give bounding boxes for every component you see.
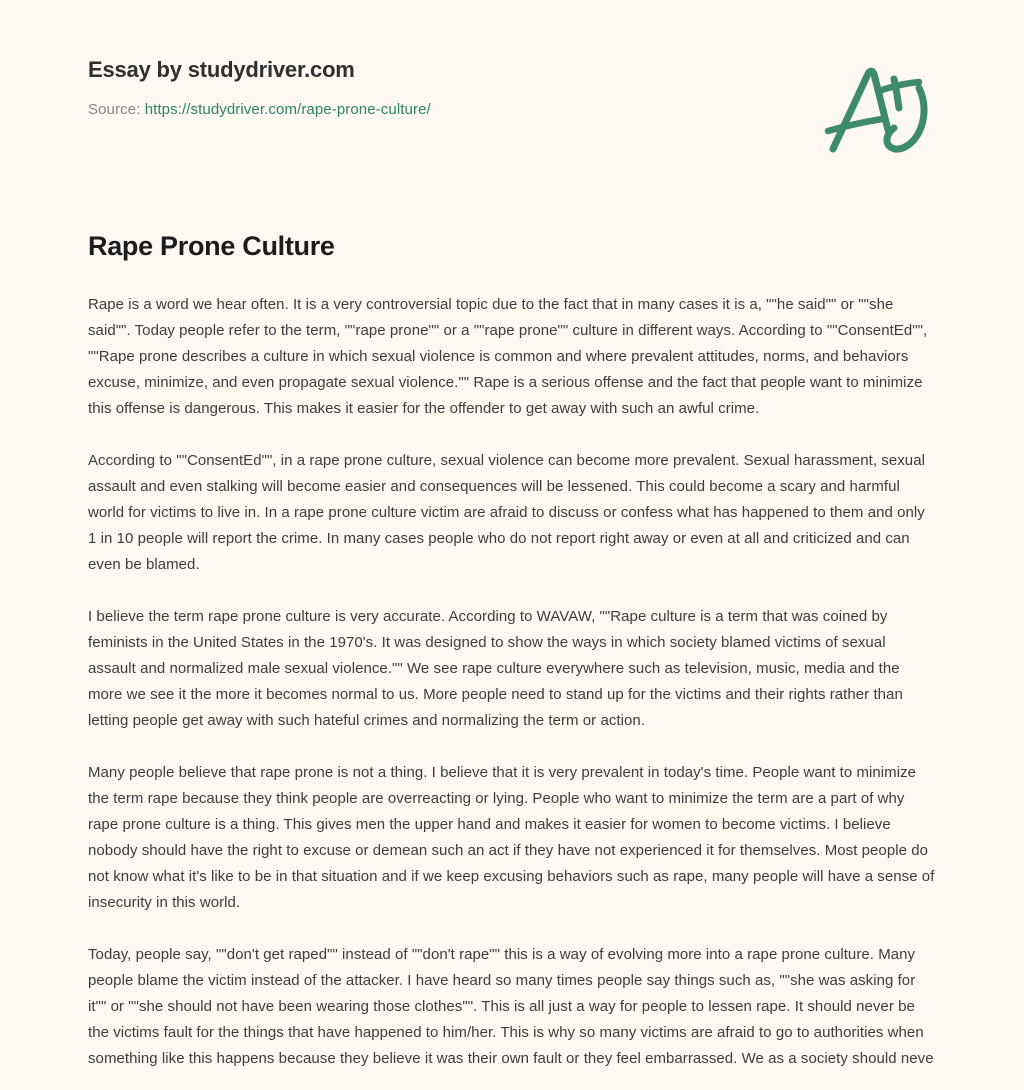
paragraph: Many people believe that rape prone is not a thing. I believe that it is very prevalent in today's time. People want to minimize the term rape because they think people are overreacting or lying. People who want to minimize the term are a part of why rape prone culture is a thing. This gives men the upper hand and makes it easier for women to become victims. I believe nobody should have the right to excuse or demean such an act if they have not experienced it for themselves. Most people do not know what it's like to be in that situation and if we keep excusing behaviors such as rape, many people will have a sense of insecurity in this world. <box>88 763 935 911</box>
paragraph: I believe the term rape prone culture is very accurate. According to WAVAW, ""Rape culture is a term that was coined by feminists in the United States in the 1970's. It was designed to show the ways in which society blamed victims of sexual assault and normalized male sexual violence."" We see rape culture everywhere such as television, music, media and the more we see it the more it becomes normal to us. More people need to stand up for the victims and their rights rather than letting people get away with such hateful crimes and normalizing the term or action. <box>88 607 903 729</box>
source-line <box>88 100 936 120</box>
source-label: Source: <box>88 101 141 119</box>
page-header <box>88 0 936 120</box>
brand-title: Essay by studydriver.com <box>88 57 355 82</box>
a-plus-logo-icon <box>816 52 936 162</box>
paragraph: Today, people say, ""don't get raped"" instead of ""don't rape"" this is a way of evolving more into a rape prone culture. Many people blame the victim instead of the attacker. I have heard so many times people say things such as, ""she was asking for it"" or ""she should not have been wearing those clothes"". This is all just a way for people to lessen rape. It should never be the victims fault for the things that have happened to him/her. This is why so many victims are afraid to go to authorities when something like this happens because they believe it was their own fault or they feel embarrassed. We as a society should neve <box>88 945 934 1067</box>
paragraph: According to ""ConsentEd"", in a rape prone culture, sexual violence can become more prevalent. Sexual harassment, sexual assault and even stalking will become easier and consequences will be lessened. This could become a scary and harmful world for victims to live in. In a rape prone culture victim are afraid to discuss or confess what has happened to them and only 1 in 10 people will report the crime. In many cases people who do not report right away or even at all and criticized and can even be blamed. <box>88 451 925 573</box>
source-url-link[interactable]: https://studydriver.com/rape-prone-culture/ <box>144 101 431 119</box>
essay-body <box>88 292 936 1072</box>
page-title: Rape Prone Culture <box>88 231 335 261</box>
paragraph: Rape is a word we hear often. It is a very controversial topic due to the fact that in many cases it is a, ""he said"" or ""she said"". Today people refer to the term, ""rape prone"" or a ""rape prone"" culture in different ways. According to ""ConsentEd"", ""Rape prone describes a culture in which sexual violence is common and where prevalent attitudes, norms, and behaviors excuse, minimize, and even propagate sexual violence."" Rape is a serious offense and the fact that people want to minimize this offense is dangerous. This makes it easier for the offender to get away with such an awful crime. <box>88 295 928 417</box>
